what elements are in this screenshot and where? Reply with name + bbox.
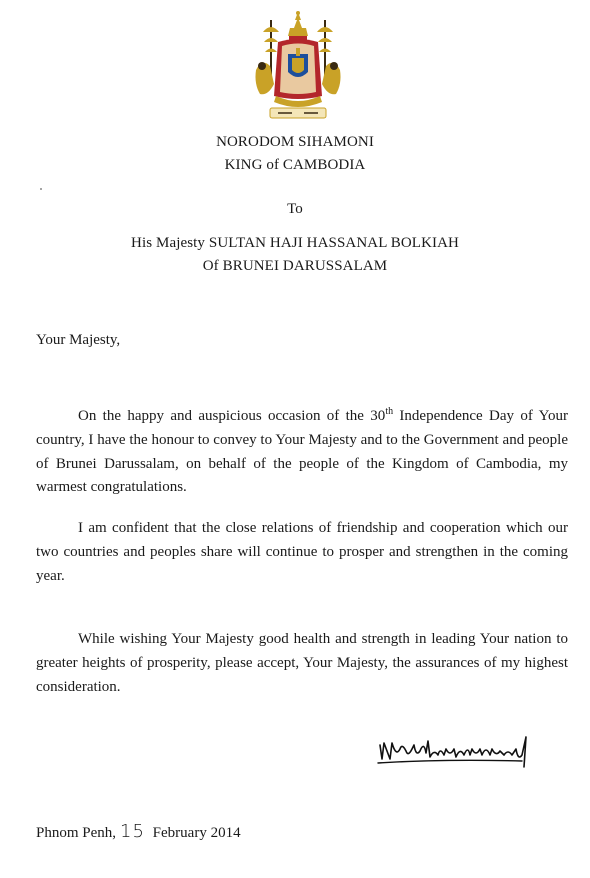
body-paragraph-1 (36, 405, 568, 500)
recipient-name: His Majesty SULTAN HAJI HASSANAL BOLKIAH (131, 235, 459, 251)
sender-title: KING of CAMBODIA (224, 157, 366, 173)
royal-arms-icon (248, 10, 348, 122)
body-paragraph-2: I am confident that the close relations of friendship and cooperation which our two countries and peoples share will continue to prosper and strengthen in the coming year. (36, 520, 568, 584)
to-label: To (287, 201, 303, 217)
signature (372, 727, 540, 775)
body-paragraph-3: While wishing Your Majesty good health and strength in leading Your nation to greater heights of prosperity, please accept, Your Majesty, the assurances of my highest consideration. (36, 631, 568, 695)
salutation: Your Majesty, (36, 332, 121, 348)
ordinal-suffix: th (385, 406, 394, 417)
paragraph-1-end: Independence Day of Your country, I have the honour to convey to Your Majesty and to the Government and people of Brunei Darussalam, on behalf of the people of the Kingdom of Cambodia, my warmest congratulations. (36, 408, 568, 496)
paragraph-1-start: On the happy and auspicious occasion of the 30 (78, 408, 386, 424)
recipient-country: Of BRUNEI DARUSSALAM (202, 258, 388, 274)
paper-speck (40, 188, 42, 190)
sender-name: NORODOM SIHAMONI (216, 134, 374, 150)
closing-day: 15 (120, 821, 145, 842)
closing-month-year: February 2014 (152, 825, 241, 841)
closing-place: Phnom Penh, (36, 825, 117, 841)
place-and-date (36, 821, 241, 842)
